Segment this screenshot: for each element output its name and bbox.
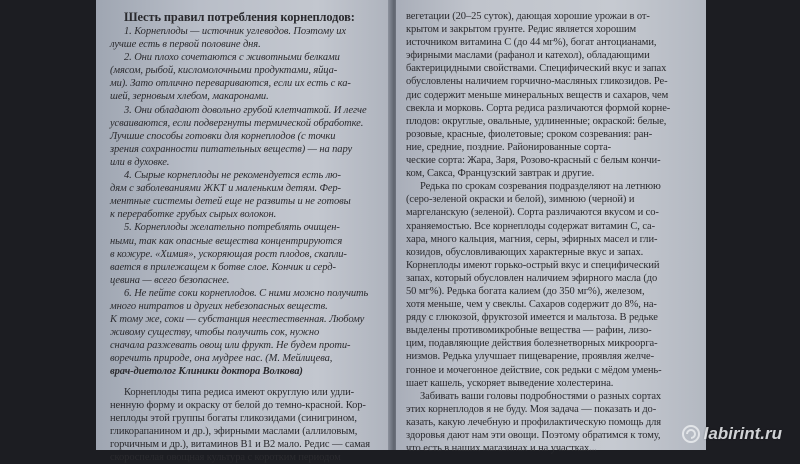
text-line: хотя меньше, чем у свеклы. Сахаров содержит до 8%, на- xyxy=(406,299,657,311)
text-line: ментные системы детей еще не развиты и не готовы xyxy=(110,196,351,208)
text-line: Лучшие способы готовки для корнеплодов (с точки xyxy=(110,130,336,142)
text-line: запах, который обусловлен наличием эфирного масла (до xyxy=(406,272,658,284)
text-line: ными, так как опасные вещества концентрируются xyxy=(110,235,343,247)
text-line: (серо-зеленой окраски и белой), зимнюю (черной) и xyxy=(406,194,635,206)
paragraph-gap xyxy=(110,379,388,386)
text-line: 4. Сырые корнеплоды не рекомендуется есть лю- xyxy=(124,170,341,182)
right-text xyxy=(406,10,700,455)
text-line: низмов. Редька улучшает пищеварение, проявляя желче- xyxy=(406,351,654,363)
text-line: усваиваются, если подвергнуты термической обработке. xyxy=(110,117,364,129)
text-line: зрения сохранности питательных веществ) — на пару xyxy=(110,143,353,155)
text-line: крытом и закрытом грунте. Редис является хорошим xyxy=(406,24,637,36)
text-line: много нитратов и других небезопасных веществ. xyxy=(110,300,328,312)
text-line: Корнеплоды имеют горько-острый вкус и специфический xyxy=(406,259,660,271)
text-line: шает кашель, ускоряет выведение холестерина. xyxy=(406,377,614,389)
text-line: 3. Они обладают довольно грубой клетчаткой. И легче xyxy=(124,104,367,116)
text-line: храняемостью. Все корнеплоды содержат витамин С, са- xyxy=(406,220,655,232)
labirint-logo-icon xyxy=(682,425,700,443)
text-line: источником витамина С (до 44 мг%), богат антоцианами, xyxy=(406,37,657,49)
text-line: свекла и морковь. Сорта редиса различаются формой корне- xyxy=(406,102,671,114)
text-line: бактерицидными свойствами. Специфический вкус и запах xyxy=(406,63,667,75)
rules-list xyxy=(110,25,388,365)
text-line: 6. Не пейте соки корнеплодов. С ними можно получить xyxy=(124,287,369,299)
author-credit: врач-диетолог Клиники доктора Волкова) xyxy=(110,366,303,378)
text-line: маргеланскую (зеленой). Сорта различаются вкусом и со- xyxy=(406,207,659,219)
text-line: воречить природе, она мудрее нас. (М. Мейлицева, xyxy=(110,353,333,365)
text-line: сначала разжевать овощ или фрукт. Не будем проти- xyxy=(110,340,351,352)
text-line: шей, зерновым хлебом, макаронами. xyxy=(110,91,269,103)
watermark xyxy=(682,424,782,444)
text-line: гликорапанином и др.), эфирными маслами (аллиловым, xyxy=(110,425,358,437)
text-line: Редька по срокам созревания подразделяют на летнюю xyxy=(420,181,661,193)
text-line: казать, какую лечебную и профилактическую помощь для xyxy=(406,416,661,428)
text-line: живому существу, чтобы получить сок, нужно xyxy=(110,327,320,339)
text-line: неплоды этой группы богаты гликозидами (синигрином, xyxy=(110,412,357,424)
text-line: Забивать ваши головы подробностями о разных сортах xyxy=(420,390,662,402)
text-line: ми). Зато отлично перевариваются, если их есть с ка- xyxy=(110,78,351,90)
text-line: ние, средние, поздние. Районированные сорта- xyxy=(406,141,612,153)
text-line: вегетации (20–25 суток), дающая хорошие урожаи в от- xyxy=(406,11,650,22)
text-line: цевина — всего безопаснее. xyxy=(110,274,230,286)
watermark-text: labirint.ru xyxy=(703,424,782,443)
text-line: ком, Сакса, Французский завтрак и другие. xyxy=(406,168,595,180)
text-line: К тому же, соки — субстанция неестественная. Любому xyxy=(110,314,365,326)
text-line: розовые, красные, фиолетовые; сроком созревания: ран- xyxy=(406,128,653,140)
text-line: здоровья дают нам эти овощи. Поэтому обратимся к тому, xyxy=(406,430,661,441)
text-line: Корнеплоды типа редиса имеют округлую или удли- xyxy=(124,386,354,398)
text-line: горчичным и др.), витаминов B1 и B2 мало. Редис — самая xyxy=(110,438,370,450)
text-line: 2. Они плохо сочетаются с животными белками xyxy=(124,52,340,64)
text-line: ряду с глюкозой, фруктозой имеется и мальтоза. В редьке xyxy=(406,312,658,324)
text-line: гонное и мочегонное действие, сок редьки с мёдом умень- xyxy=(406,364,662,376)
text-line: цим, подавляющие действия болезнетворных микроорга- xyxy=(406,338,658,350)
text-line: в кожуре. «Химия», ускоряющая рост плодов, скапли- xyxy=(110,248,347,260)
text-line: хара, много кальция, магния, серы, эфирных масел и гли- xyxy=(406,233,658,245)
text-line: лучше есть в первой половине дня. xyxy=(110,39,261,51)
text-line: ческие сорта: Жара, Заря, Розово-красный с белым кончи- xyxy=(406,155,661,167)
left-page xyxy=(96,0,392,463)
text-line: дям с заболеваниями ЖКТ и маленьким детям. Фер- xyxy=(110,183,341,195)
right-page xyxy=(396,0,706,455)
text-line: 5. Корнеплоды желательно потреблять очищен- xyxy=(124,222,340,234)
text-line: что есть в наших магазинах и на участках... xyxy=(406,443,597,455)
text-line: обусловлены наличием горчично-масляных гликозидов. Ре- xyxy=(406,76,668,88)
text-line: вается в прилежащем к ботве слое. Кончик и серд- xyxy=(110,261,336,273)
text-line: (мясом, рыбой, кисломолочными продуктами, яйца- xyxy=(110,65,338,77)
text-line: 1. Корнеплоды — источник углеводов. Поэтому их xyxy=(124,26,346,37)
text-line: к переработке грубых сырых волокон. xyxy=(110,209,277,221)
text-line: скороспелая овощная культура с коротким периодом xyxy=(110,452,341,463)
body-paragraph xyxy=(110,386,388,464)
text-line: дис содержит меньше минеральных веществ и сахаров, чем xyxy=(406,89,669,101)
text-line: ненную форму и окраску от белой до темно-красной. Кор- xyxy=(110,399,366,411)
section-heading: Шесть правил потребления корнеплодов: xyxy=(124,10,355,24)
text-line: этих корнеплодов я не буду. Моя задача — показать и до- xyxy=(406,403,657,415)
text-line: козидов, обусловливающих характерные вкус и запах. xyxy=(406,246,644,258)
text-line: 50 мг%). Редька богата калием (до 350 мг%), железом, xyxy=(406,285,645,297)
text-line: или в духовке. xyxy=(110,156,170,168)
text-line: выделены противомикробные вещества — рафин, лизо- xyxy=(406,325,652,337)
text-line: эфирными маслами (рафанол и катехол), обладающими xyxy=(406,50,650,62)
text-line: плодов: округлые, овальные, удлиненные; окраской: белые, xyxy=(406,115,667,127)
